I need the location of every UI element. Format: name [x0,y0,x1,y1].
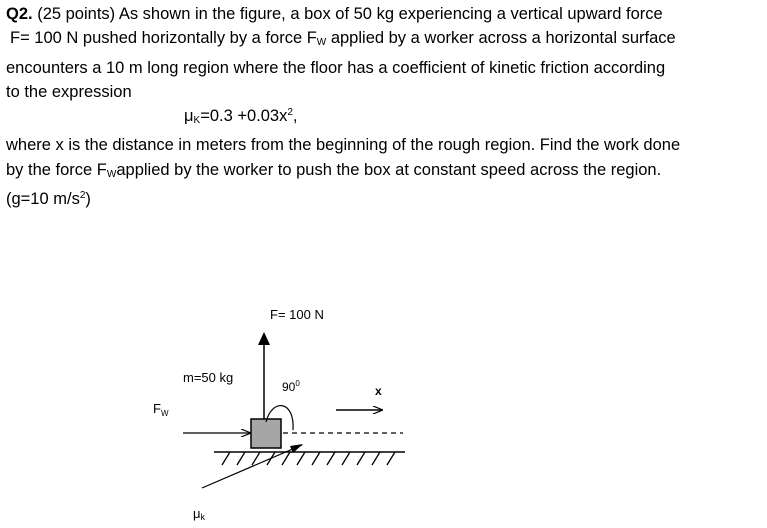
line-2-post: applied by a worker across a horizontal surface [326,29,676,48]
friction-formula [6,104,764,133]
force-label: F= 100 N [270,307,324,322]
formula-superscript: 2 [287,107,293,119]
formula-mu: μ [184,107,194,126]
line-2-pre: F= 100 N pushed horizontally by a force F [10,29,317,48]
formula-end: , [292,107,298,126]
problem-line-6 [6,158,764,187]
vertical-force-arrowhead [258,332,270,345]
mu-k-label: μk [193,506,205,522]
line-6-subscript: W [106,168,117,180]
formula-mu-subscript: K [193,115,201,127]
line-7-superscript: 2 [79,190,86,202]
angle-arc [266,406,293,430]
ground-surface [214,452,405,465]
friction-pointer-line [202,445,302,488]
problem-line-7 [6,187,764,211]
problem-line-4: to the expression [6,82,132,101]
problem-statement [6,2,764,211]
x-axis-label: x [375,384,382,398]
problem-line-5: where x is the distance in meters from the beginning of the rough region. Find the work done [6,136,681,155]
box [251,419,281,448]
fw-label: $F_W$ [153,401,169,418]
question-points: (25 points) [32,5,116,23]
ground-hatching [222,452,395,465]
problem-line-1 [6,2,764,26]
formula-body: =0.3 +0.03x [200,107,288,126]
question-number: Q2. [6,5,33,23]
line-7-post: ) [85,190,91,209]
line-6-post: applied by the worker to push the box at constant speed across the region. [116,160,662,179]
friction-pointer-arrowhead [290,444,303,453]
line-7-pre: (g=10 m/s [6,190,80,209]
problem-line-2 [6,26,764,55]
line-1-text: As shown in the figure, a box of 50 kg experiencing a vertical upward force [115,5,663,23]
mass-label: m=50 kg [183,370,234,385]
problem-line-3: encounters a 10 m long region where the floor has a coefficient of kinetic friction according [6,58,666,77]
line-6-pre: by the force F [6,160,107,179]
angle-label: $90^0$ [282,379,300,394]
line-2-subscript: W [316,37,327,49]
